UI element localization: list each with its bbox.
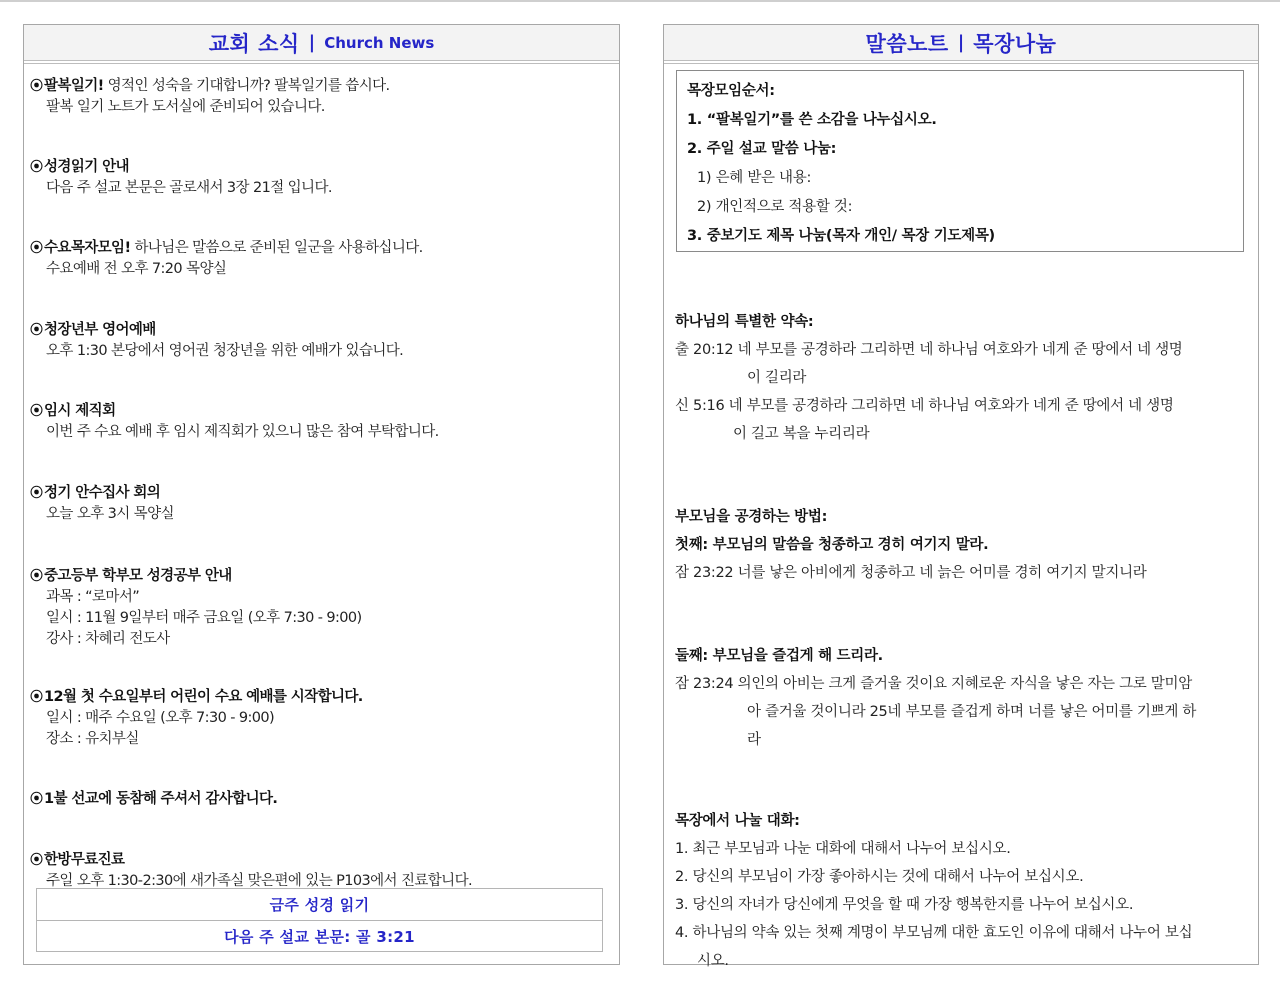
church-news-panel bbox=[23, 24, 620, 965]
news-title: 한방무료진료 bbox=[44, 852, 125, 868]
news-title: 임시 제직회 bbox=[44, 403, 116, 419]
top-divider bbox=[0, 0, 1280, 2]
news-title-line bbox=[30, 850, 611, 871]
honor-first: 첫째: 부모님의 말씀을 청종하고 경히 여기지 말라. bbox=[675, 537, 989, 553]
next-sermon-text: 다음 주 설교 본문: 골 3:21 bbox=[37, 920, 602, 952]
header-separator: | bbox=[957, 32, 965, 53]
promise-heading: 하나님의 특별한 약속: bbox=[675, 314, 814, 330]
talk-question-1: 1. 최근 부모님과 나눈 대화에 대해서 나누어 보십시오. bbox=[675, 841, 1011, 857]
news-detail-line: 이번 주 수요 예배 후 임시 제직회가 있으니 많은 참여 부탁합니다. bbox=[46, 424, 439, 440]
church-news-subtitle: Church News bbox=[324, 33, 435, 52]
word-notes-body bbox=[664, 63, 1258, 969]
bullet-icon: ⦿ bbox=[30, 569, 43, 584]
news-detail-line: 일시 : 매주 수요일 (오후 7:30 - 9:00) bbox=[46, 710, 275, 726]
news-title: 수요목자모임! bbox=[44, 240, 131, 256]
bullet-icon: ⦿ bbox=[30, 853, 43, 868]
talk-section bbox=[675, 807, 1248, 975]
church-news-body bbox=[24, 63, 619, 964]
meeting-step-2b: 2) 개인적으로 적용할 것: bbox=[697, 199, 853, 215]
news-title-line bbox=[30, 566, 611, 587]
meeting-step-1: 1. “팔복일기”를 쓴 소감을 나누십시오. bbox=[687, 112, 937, 128]
promise-section bbox=[675, 308, 1248, 448]
news-title-line bbox=[30, 401, 611, 422]
bullet-icon: ⦿ bbox=[30, 486, 43, 501]
news-item bbox=[30, 157, 611, 199]
news-item bbox=[30, 320, 611, 362]
bible-reading-box bbox=[36, 888, 603, 952]
honor-first-verse: 잠 23:22 너를 낳은 아비에게 청종하고 네 늙은 어미를 경히 여기지 말지니라 bbox=[675, 565, 1147, 581]
honor-section bbox=[675, 503, 1248, 587]
news-title: 12월 첫 수요일부터 어린이 수요 예배를 시작합니다. bbox=[44, 689, 363, 705]
news-title-line bbox=[30, 76, 611, 97]
news-title: 중고등부 학부모 성경공부 안내 bbox=[44, 568, 232, 584]
meeting-order-heading: 목장모임순서: bbox=[687, 83, 775, 99]
news-item bbox=[30, 483, 611, 525]
bullet-icon: ⦿ bbox=[30, 792, 43, 807]
news-title: 팔복일기! bbox=[44, 78, 104, 94]
news-detail-line: 수요예배 전 오후 7:20 목양실 bbox=[46, 261, 227, 277]
honor-second-verse-cont: 아 즐거울 것이니라 25네 부모를 즐겁게 하며 너를 낳은 어미를 기쁘게 하 bbox=[747, 704, 1197, 720]
news-title-line bbox=[30, 687, 611, 708]
news-item bbox=[30, 566, 611, 650]
honor-heading: 부모님을 공경하는 방법: bbox=[675, 509, 828, 525]
promise-verse-2-cont: 이 길고 복을 누리리라 bbox=[733, 426, 870, 442]
news-detail-line: 다음 주 설교 본문은 골로새서 3장 21절 입니다. bbox=[46, 180, 332, 196]
meeting-step-2a: 1) 은혜 받은 내용: bbox=[697, 170, 812, 186]
news-detail-line: 과목 : “로마서” bbox=[46, 589, 140, 605]
header-separator: | bbox=[308, 32, 316, 53]
news-title: 정기 안수집사 회의 bbox=[44, 485, 161, 501]
talk-heading: 목장에서 나눌 대화: bbox=[675, 813, 800, 829]
news-item bbox=[30, 238, 611, 280]
word-notes-title: 말씀노트 bbox=[865, 31, 949, 56]
bullet-icon: ⦿ bbox=[30, 404, 43, 419]
talk-question-4: 4. 하나님의 약속 있는 첫째 계명이 부모님께 대한 효도인 이유에 대해서 나누어 보십 bbox=[675, 925, 1193, 941]
church-news-title: 교회 소식 bbox=[208, 31, 300, 56]
promise-verse-1-cont: 이 길리라 bbox=[747, 370, 807, 386]
bullet-icon: ⦿ bbox=[30, 160, 43, 175]
talk-question-2: 2. 당신의 부모님이 가장 좋아하시는 것에 대해서 나누어 보십시오. bbox=[675, 869, 1084, 885]
word-notes-panel bbox=[663, 24, 1259, 969]
honor-second-section bbox=[675, 642, 1248, 754]
meeting-step-2: 2. 주일 설교 말씀 나눔: bbox=[687, 141, 837, 157]
bullet-icon: ⦿ bbox=[30, 79, 43, 94]
news-item bbox=[30, 850, 611, 892]
bullet-icon: ⦿ bbox=[30, 323, 43, 338]
bible-reading-title: 금주 성경 읽기 bbox=[269, 896, 370, 914]
news-detail-line: 오후 1:30 본당에서 영어권 청장년을 위한 예배가 있습니다. bbox=[46, 343, 404, 359]
news-title-line bbox=[30, 238, 611, 259]
bullet-icon: ⦿ bbox=[30, 690, 43, 705]
news-detail-line: 일시 : 11월 9일부터 매주 금요일 (오후 7:30 - 9:00) bbox=[46, 610, 362, 626]
news-description: 하나님은 말씀으로 준비된 일군을 사용하십니다. bbox=[130, 240, 423, 256]
promise-verse-1: 출 20:12 네 부모를 공경하라 그리하면 네 하나님 여호와가 네게 준 땅에서 네 생명 bbox=[675, 342, 1183, 358]
news-title-line bbox=[30, 483, 611, 504]
talk-question-4-cont: 시오. bbox=[697, 953, 729, 969]
news-item bbox=[30, 687, 611, 750]
church-news-header bbox=[24, 25, 619, 61]
honor-second-verse: 잠 23:24 의인의 아비는 크게 즐거울 것이요 지혜로운 자식을 낳은 자는 그로 말미암 bbox=[675, 676, 1192, 692]
news-detail-line: 오늘 오후 3시 목양실 bbox=[46, 506, 174, 522]
meeting-step-3: 3. 중보기도 제목 나눔(목자 개인/ 목장 기도제목) bbox=[687, 228, 995, 244]
news-detail-line: 팔복 일기 노트가 도서실에 준비되어 있습니다. bbox=[46, 99, 325, 115]
word-notes-header bbox=[664, 25, 1258, 61]
news-title: 성경읽기 안내 bbox=[44, 159, 129, 175]
news-item bbox=[30, 401, 611, 443]
news-title-line bbox=[30, 157, 611, 178]
news-item bbox=[30, 76, 611, 118]
news-detail-line: 강사 : 차혜리 전도사 bbox=[46, 631, 170, 647]
news-item bbox=[30, 789, 611, 810]
news-detail-line: 장소 : 유치부실 bbox=[46, 731, 139, 747]
news-title-line bbox=[30, 789, 611, 810]
meeting-order-box bbox=[676, 70, 1244, 252]
news-detail-line: 주일 오후 1:30-2:30에 새가족실 맞은편에 있는 P103에서 진료합니다. bbox=[46, 873, 473, 889]
news-title: 1불 선교에 동참해 주셔서 감사합니다. bbox=[44, 791, 278, 807]
word-notes-subtitle: 목장나눔 bbox=[973, 31, 1057, 56]
promise-verse-2: 신 5:16 네 부모를 공경하라 그리하면 네 하나님 여호와가 네게 준 땅에서 네 생명 bbox=[675, 398, 1174, 414]
news-description: 영적인 성숙을 기대합니까? 팔복일기를 씁시다. bbox=[103, 78, 390, 94]
honor-second: 둘째: 부모님을 즐겁게 해 드리라. bbox=[675, 648, 883, 664]
bullet-icon: ⦿ bbox=[30, 241, 43, 256]
honor-second-verse-cont2: 라 bbox=[747, 732, 761, 748]
news-title: 청장년부 영어예배 bbox=[44, 322, 156, 338]
news-title-line bbox=[30, 320, 611, 341]
talk-question-3: 3. 당신의 자녀가 당신에게 무엇을 할 때 가장 행복한지를 나누어 보십시오. bbox=[675, 897, 1134, 913]
